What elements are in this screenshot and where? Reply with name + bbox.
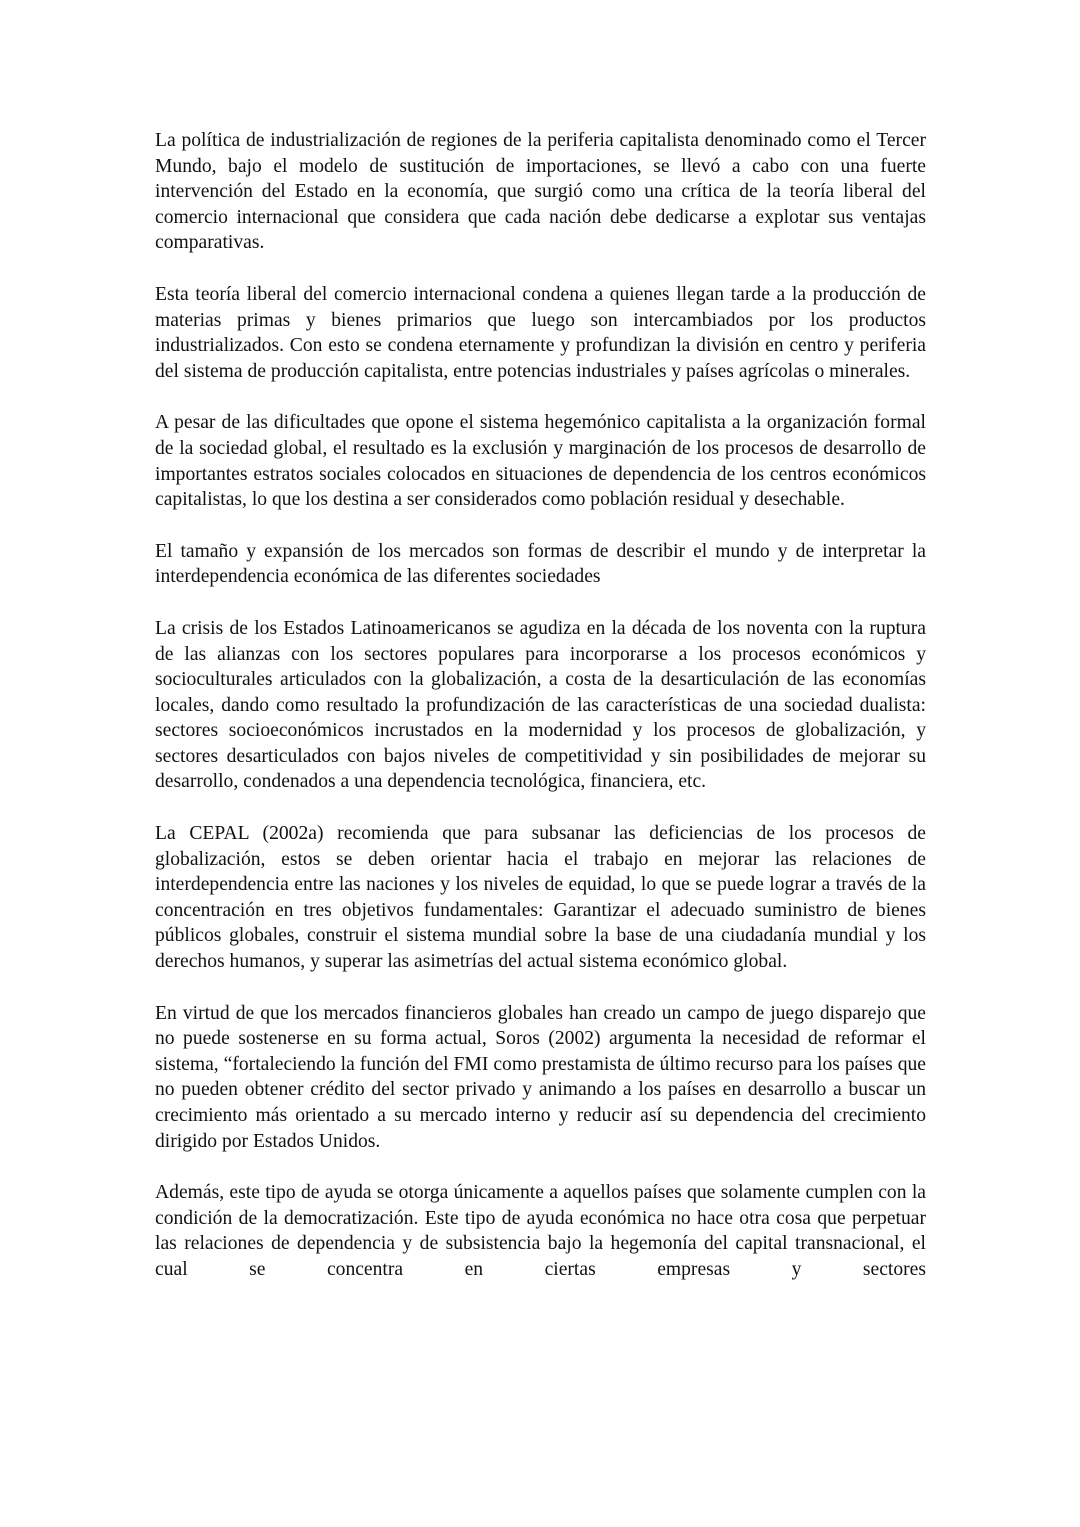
- paragraph-7: En virtud de que los mercados financieros globales han creado un campo de juego disparejo que no puede sostenerse en su forma actual, Soros (2002) argumenta la necesidad de reformar el sistema, “fortaleciendo la función del FMI como prestamista de último recurso para los países que no pueden obtener crédito del sector privado y animando a los países en desarrollo a buscar un crecimiento más orientado a su mercado interno y reducir así su dependencia del crecimiento dirigido por Estados Unidos.: [155, 1002, 926, 1152]
- paragraph-1: La política de industrialización de regiones de la periferia capitalista denominado como el Tercer Mundo, bajo el modelo de sustitución de importaciones, se llevó a cabo con una fuerte intervención del Estado en la economía, que surgió como una crítica de la teoría liberal del comercio internacional que considera que cada nación debe dedicarse a explotar sus ventajas comparativas.: [155, 130, 926, 254]
- paragraph-8: Además, este tipo de ayuda se otorga únicamente a aquellos países que solamente cumplen con la condición de la democratización. Este tipo de ayuda económica no hace otra cosa que perpetuar las relaciones de dependencia y de subsistencia bajo la hegemonía del capital transnacional, el cual se concentra en ciertas empresas y sectores: [155, 1182, 926, 1280]
- body-text: [155, 128, 926, 1309]
- paragraph-6: La CEPAL (2002a) recomienda que para subsanar las deficiencias de los procesos de globalización, estos se deben orientar hacia el trabajo en mejorar las relaciones de interdependencia entre las naciones y los niveles de equidad, lo que se puede lograr a través de la concentración en tres objetivos fundamentales: Garantizar el adecuado suministro de bienes públicos globales, construir el sistema mundial sobre la base de una ciudadanía mundial y los derechos humanos, y superar las asimetrías del actual sistema económico global.: [155, 823, 926, 973]
- paragraph-5: La crisis de los Estados Latinoamericanos se agudiza en la década de los noventa con la ruptura de las alianzas con los sectores populares para incorporarse a los procesos económicos y socioculturales articulados con la globalización, a costa de la desarticulación de las economías locales, dando como resultado la profundización de las características de una sociedad dualista: sectores socioeconómicos incrustados en la modernidad y los procesos de globalización, y sectores desarticulados con bajos niveles de competitividad y sin posibilidades de mejorar su desarrollo, condenados a una dependencia tecnológica, financiera, etc.: [155, 617, 926, 793]
- paragraph-4: El tamaño y expansión de los mercados son formas de describir el mundo y de interpretar la interdependencia económica de las diferentes sociedades: [155, 540, 926, 588]
- paragraph-3: A pesar de las dificultades que opone el sistema hegemónico capitalista a la organización formal de la sociedad global, el resultado es la exclusión y marginación de los procesos de desarrollo de importantes estratos sociales colocados en situaciones de dependencia de los centros económicos capitalistas, lo que los destina a ser considerados como población residual y desechable.: [155, 412, 926, 511]
- paragraph-2: Esta teoría liberal del comercio internacional condena a quienes llegan tarde a la producción de materias primas y bienes primarios que luego son intercambiados por los productos industrializados. Con esto se condena eternamente y profundizan la división en centro y periferia del sistema de producción capitalista, entre potencias industriales y países agrícolas o minerales.: [155, 283, 926, 382]
